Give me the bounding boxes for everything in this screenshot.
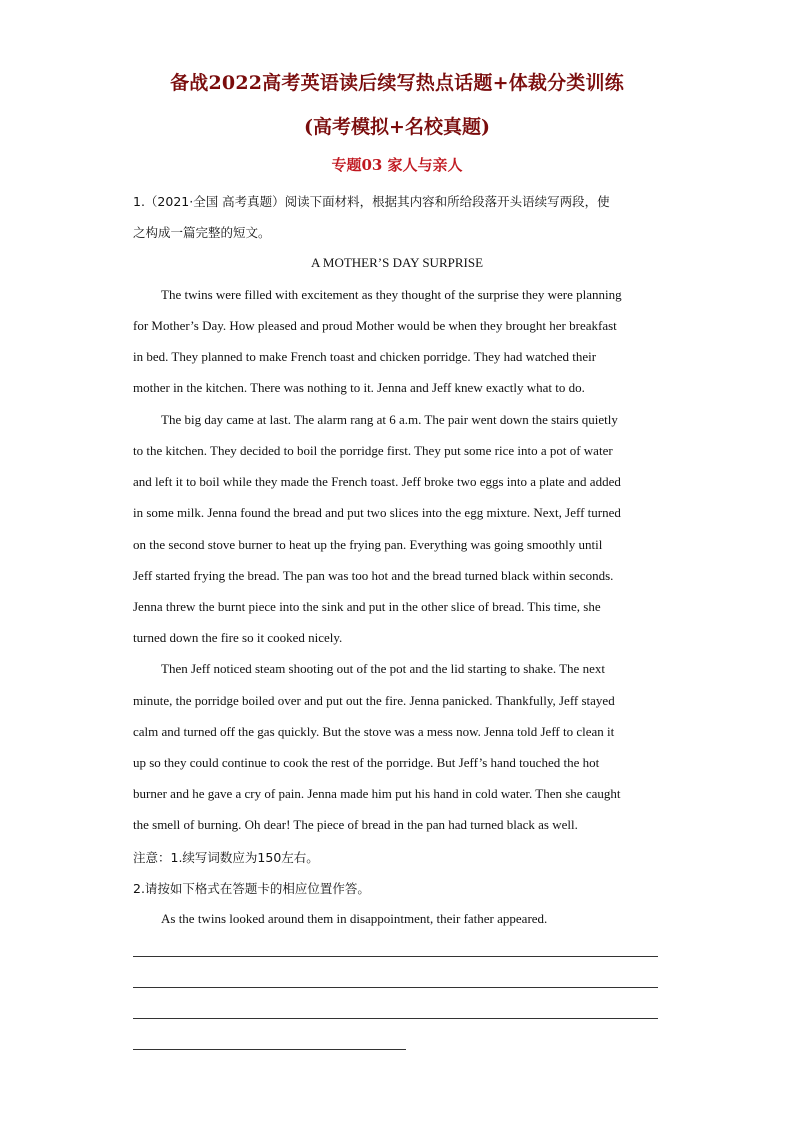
story-line: The big day came at last. The alarm rang at 6 a.m. The pair went down the stairs quietly bbox=[161, 412, 618, 427]
story-line: to the kitchen. They decided to boil the porridge first. They put some rice into a pot of water bbox=[133, 443, 613, 458]
story-line: Jeff started frying the bread. The pan was too hot and the bread turned black within seconds. bbox=[133, 568, 614, 583]
story-line: Jenna threw the burnt piece into the sink and put in the other slice of bread. This time, she bbox=[133, 599, 601, 614]
document-title: 备战2022高考英语读后续写热点话题+体裁分类训练 bbox=[170, 72, 624, 94]
story-line: The twins were filled with excitement as they thought of the surprise they were planning bbox=[161, 287, 622, 302]
story-line: on the second stove burner to heat up the frying pan. Everything was going smoothly until bbox=[133, 537, 603, 552]
story-title: A MOTHER’S DAY SURPRISE bbox=[310, 255, 484, 270]
story-line: and left it to boil while they made the French toast. Jeff broke two eggs into a plate and added bbox=[133, 474, 621, 489]
story-line: the smell of burning. Oh dear! The piece of bread in the pan had turned black as well. bbox=[133, 817, 578, 832]
story-line: mother in the kitchen. There was nothing to it. Jenna and Jeff knew exactly what to do. bbox=[133, 380, 585, 395]
story-line: calm and turned off the gas quickly. But the stove was a mess now. Jenna told Jeff to clean it bbox=[133, 724, 615, 739]
story-line: in some milk. Jenna found the bread and put two slices into the egg mixture. Next, Jeff turned bbox=[133, 505, 621, 520]
story-line: turned down the fire so it cooked nicely. bbox=[133, 630, 343, 645]
answer-line[interactable] bbox=[133, 1018, 658, 1019]
topic-heading: 专题03 家人与亲人 bbox=[331, 156, 463, 174]
question-intro-line-1: 1.（2021·全国 高考真题）阅读下面材料，根据其内容和所给段落开头语续写两段，使 bbox=[133, 194, 610, 209]
story-line: for Mother’s Day. How pleased and proud Mother would be when they brought her breakfast bbox=[133, 318, 617, 333]
note-word-count: 注意：1.续写词数应为150左右。 bbox=[133, 850, 319, 865]
story-line: in bed. They planned to make French toast and chicken porridge. They had watched their bbox=[133, 349, 597, 364]
answer-line[interactable] bbox=[133, 987, 658, 988]
story-line: Then Jeff noticed steam shooting out of the pot and the lid starting to shake. The next bbox=[161, 661, 605, 676]
story-line: up so they could continue to cook the rest of the porridge. But Jeff’s hand touched the hot bbox=[133, 755, 600, 770]
note-format: 2.请按如下格式在答题卡的相应位置作答。 bbox=[133, 881, 370, 896]
answer-line[interactable] bbox=[133, 1049, 406, 1050]
story-line: minute, the porridge boiled over and put out the fire. Jenna panicked. Thankfully, Jeff stayed bbox=[133, 693, 615, 708]
answer-line[interactable] bbox=[133, 956, 658, 957]
question-intro-line-2: 之构成一篇完整的短文。 bbox=[133, 225, 271, 240]
continuation-opening: As the twins looked around them in disappointment, their father appeared. bbox=[161, 911, 548, 926]
story-line: burner and he gave a cry of pain. Jenna made him put his hand in cold water. Then she caught bbox=[133, 786, 621, 801]
document-title-source: (高考模拟+名校真题) bbox=[304, 116, 490, 138]
